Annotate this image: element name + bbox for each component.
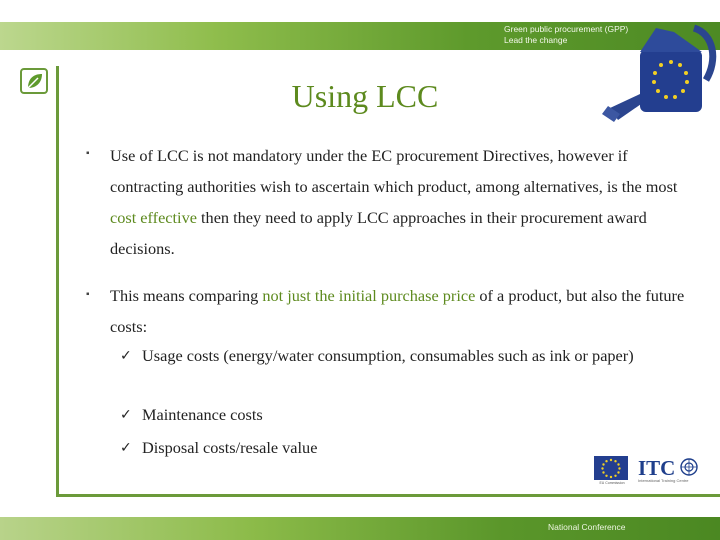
check-item-text: Maintenance costs bbox=[142, 405, 263, 424]
bullet1-text-start: Use of LCC is not mandatory under the EC procurement Directives, however if contracting authorities wish to ascertain which product, among alternatives, is the most bbox=[110, 146, 678, 196]
bullet1-highlight: cost effective bbox=[110, 208, 197, 227]
bullet-paragraph-lcc bbox=[110, 140, 700, 264]
check-item bbox=[120, 342, 690, 370]
bullet2-highlight: not just the initial purchase price bbox=[262, 286, 476, 305]
bullet-paragraph-costs bbox=[110, 280, 700, 342]
check-mark-icon: ✓ bbox=[120, 407, 132, 423]
bullet-marker: ▪ bbox=[86, 148, 90, 159]
check-item-text: Usage costs (energy/water consumption, consumables such as ink or paper) bbox=[142, 346, 634, 365]
header-tagline-line2: Lead the change bbox=[504, 35, 568, 45]
bullet2-text-end: of a product, but also the future costs: bbox=[110, 286, 685, 336]
bullet-marker: ▪ bbox=[86, 289, 90, 300]
check-mark-icon: ✓ bbox=[120, 348, 132, 364]
itc-caption: International Training Centre bbox=[638, 478, 689, 483]
bullet2-text-start: This means comparing bbox=[110, 286, 263, 305]
eu-logo-caption: EU Commission bbox=[599, 481, 625, 485]
frame-bottom-line bbox=[56, 494, 720, 497]
check-item-text: Disposal costs/resale value bbox=[142, 438, 318, 457]
check-mark-icon: ✓ bbox=[120, 440, 132, 456]
ilo-emblem-icon bbox=[680, 458, 698, 476]
bullet1-text-end: then they need to apply LCC approaches in their procurement award decisions. bbox=[110, 208, 647, 258]
footer-band-text: National Conference bbox=[548, 522, 626, 532]
header-tagline-line1: Green public procurement (GPP) bbox=[504, 24, 629, 34]
frame-left-line bbox=[56, 66, 59, 496]
slide-title: Using LCC bbox=[291, 78, 439, 114]
itc-logo: ITC bbox=[638, 456, 676, 480]
check-item bbox=[120, 401, 690, 429]
